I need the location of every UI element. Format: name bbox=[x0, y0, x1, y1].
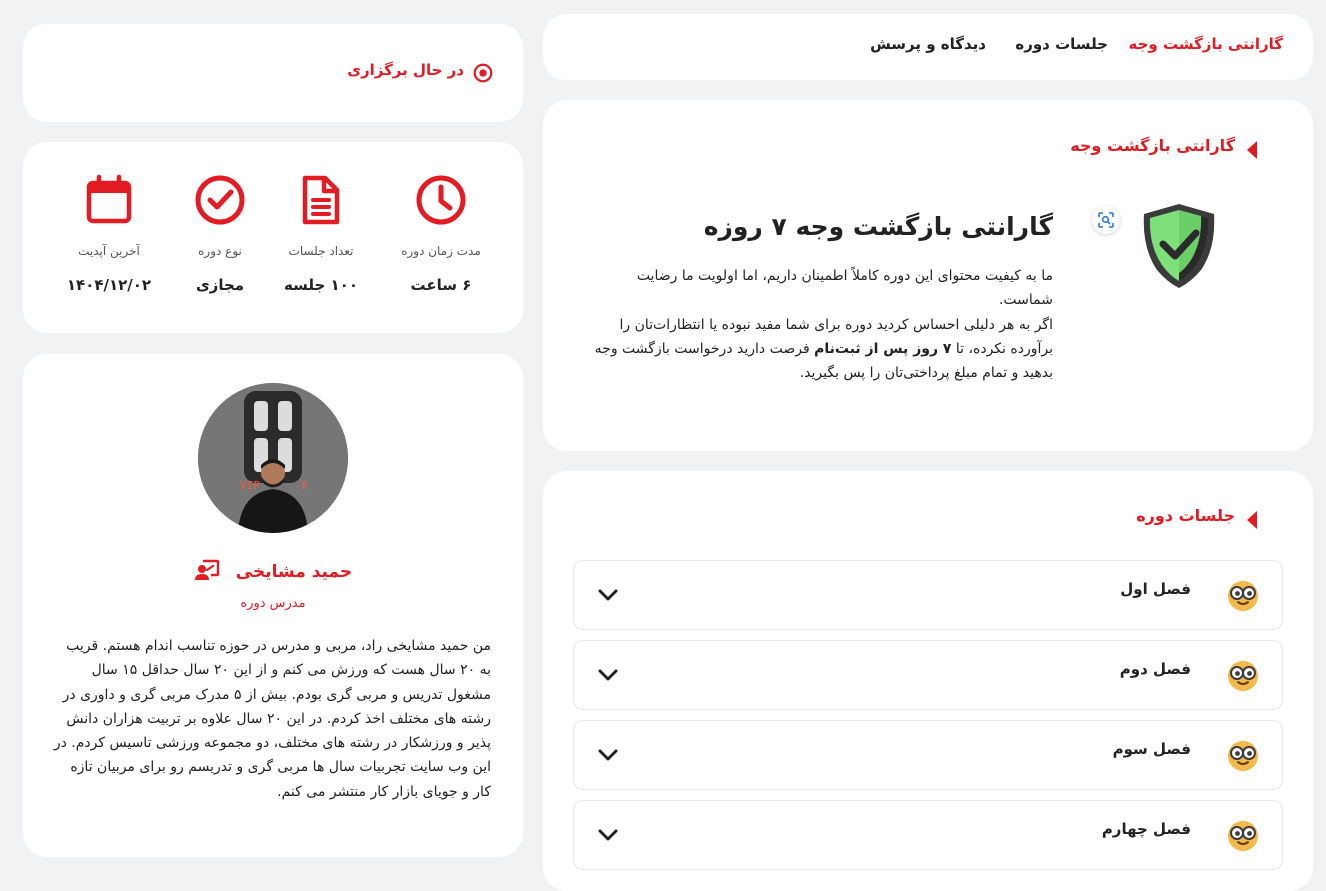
check-circle-icon bbox=[192, 172, 248, 228]
guarantee-heading: گارانتی بازگشت وجه ۷ روزه bbox=[703, 212, 1053, 241]
teacher-card bbox=[23, 354, 523, 857]
info-sessions-label: تعداد جلسات bbox=[288, 244, 354, 258]
shield-check-icon bbox=[1139, 202, 1219, 290]
teacher-avatar bbox=[198, 383, 348, 533]
clock-icon bbox=[413, 172, 469, 228]
chevron-down-icon bbox=[596, 823, 620, 847]
guarantee-section-title: گارانتی بازگشت وجه bbox=[1070, 136, 1235, 155]
zoom-icon bbox=[1098, 212, 1114, 228]
chevron-down-icon bbox=[596, 743, 620, 767]
course-info-card bbox=[23, 142, 523, 333]
svg-text:VIP: VIP bbox=[240, 479, 260, 492]
guarantee-para2-end: فرصت دارید درخواست بازگشت وجه بدهید و تمام مبلغ پرداختی‌تان را پس بگیرید. bbox=[594, 340, 1053, 382]
chevron-down-icon bbox=[596, 583, 620, 607]
guarantee-para2-bold: ۷ روز پس از ثبت‌نام bbox=[814, 340, 952, 357]
document-icon bbox=[293, 172, 349, 228]
chapter-item-4[interactable] bbox=[573, 800, 1283, 870]
sessions-section-title: جلسات دوره bbox=[1136, 506, 1235, 525]
image-zoom-button[interactable] bbox=[1092, 206, 1120, 234]
info-sessions-value: ۱۰۰ جلسه bbox=[284, 276, 358, 294]
status-label: در حال برگزاری bbox=[347, 61, 464, 79]
chapter-title: فصل دوم bbox=[1119, 660, 1191, 678]
chapter-title: فصل سوم bbox=[1112, 740, 1191, 758]
teacher-board-icon bbox=[194, 559, 220, 581]
guarantee-description bbox=[593, 264, 1053, 385]
sessions-card bbox=[543, 471, 1313, 891]
nerd-face-icon bbox=[1226, 738, 1260, 772]
info-duration bbox=[376, 172, 506, 294]
chapter-title: فصل چهارم bbox=[1101, 820, 1191, 838]
guarantee-para2-start: اگر به هر دلیلی احساس کردید دوره برای شما مفید نبوده یا انتظارات‌تان را برآورده نکرده، تا bbox=[619, 316, 1053, 357]
chapter-item-1[interactable] bbox=[573, 560, 1283, 630]
info-type-value: مجازی bbox=[195, 276, 245, 294]
chapter-item-2[interactable] bbox=[573, 640, 1283, 710]
info-type-label: نوع دوره bbox=[198, 244, 242, 258]
nerd-face-icon bbox=[1226, 658, 1260, 692]
nerd-face-icon bbox=[1226, 578, 1260, 612]
info-update-value: ۱۴۰۴/۱۲/۰۲ bbox=[66, 276, 152, 294]
info-update bbox=[44, 172, 174, 294]
caret-left-icon bbox=[1247, 141, 1257, 159]
calendar-icon bbox=[81, 172, 137, 228]
guarantee-card bbox=[543, 100, 1313, 451]
status-card bbox=[23, 24, 523, 122]
caret-left-icon bbox=[1247, 511, 1257, 529]
record-circle-icon bbox=[472, 62, 494, 84]
teacher-name-row bbox=[23, 559, 523, 582]
svg-text:X: X bbox=[301, 479, 308, 492]
info-duration-label: مدت زمان دوره bbox=[401, 244, 481, 258]
info-type bbox=[155, 172, 285, 294]
teacher-bio: من حمید مشایخی راد، مربی و مدرس در حوزه تناسب اندام هستم. قریب به ۲۰ سال هست که ورزش می کنم و از این ۲۰ سال حداقل ۱۵ سال مشغول تدریس و مربی گری بودم. بیش از ۵ مدرک مربی گری و داوری در رشته های مختلف اخذ کردم. در این ۲۰ سال علاوه بر تربیت هزاران دانش پذیر و ورزشکار در رشته های مختلف، دو مجموعه ورزشی تاسیس کردم. در این وب سایت تجربیات سال ها مربی گری و تدریسم رو برای مربیان تازه کار و جویای بازار کار منتشر می کنم. bbox=[53, 638, 491, 800]
chevron-down-icon bbox=[596, 663, 620, 687]
teacher-role: مدرس دوره bbox=[240, 596, 306, 611]
tab-sessions[interactable]: جلسات دوره bbox=[1015, 35, 1108, 53]
nerd-face-icon bbox=[1226, 818, 1260, 852]
chapter-title: فصل اول bbox=[1120, 580, 1191, 598]
teacher-name: حمید مشایخی bbox=[235, 562, 353, 582]
tab-guarantee[interactable]: گارانتی بازگشت وجه bbox=[1128, 35, 1283, 53]
section-nav bbox=[543, 14, 1313, 80]
info-update-label: آخرین آپدیت bbox=[78, 244, 140, 258]
chapter-item-3[interactable] bbox=[573, 720, 1283, 790]
tab-comments[interactable]: دیدگاه و پرسش bbox=[870, 35, 986, 53]
guarantee-para1: ما به کیفیت محتوای این دوره کاملاً اطمینان داریم، اما اولویت ما رضایت شماست. bbox=[636, 268, 1053, 309]
teacher-photo bbox=[198, 383, 348, 533]
info-duration-value: ۶ ساعت bbox=[410, 276, 472, 294]
